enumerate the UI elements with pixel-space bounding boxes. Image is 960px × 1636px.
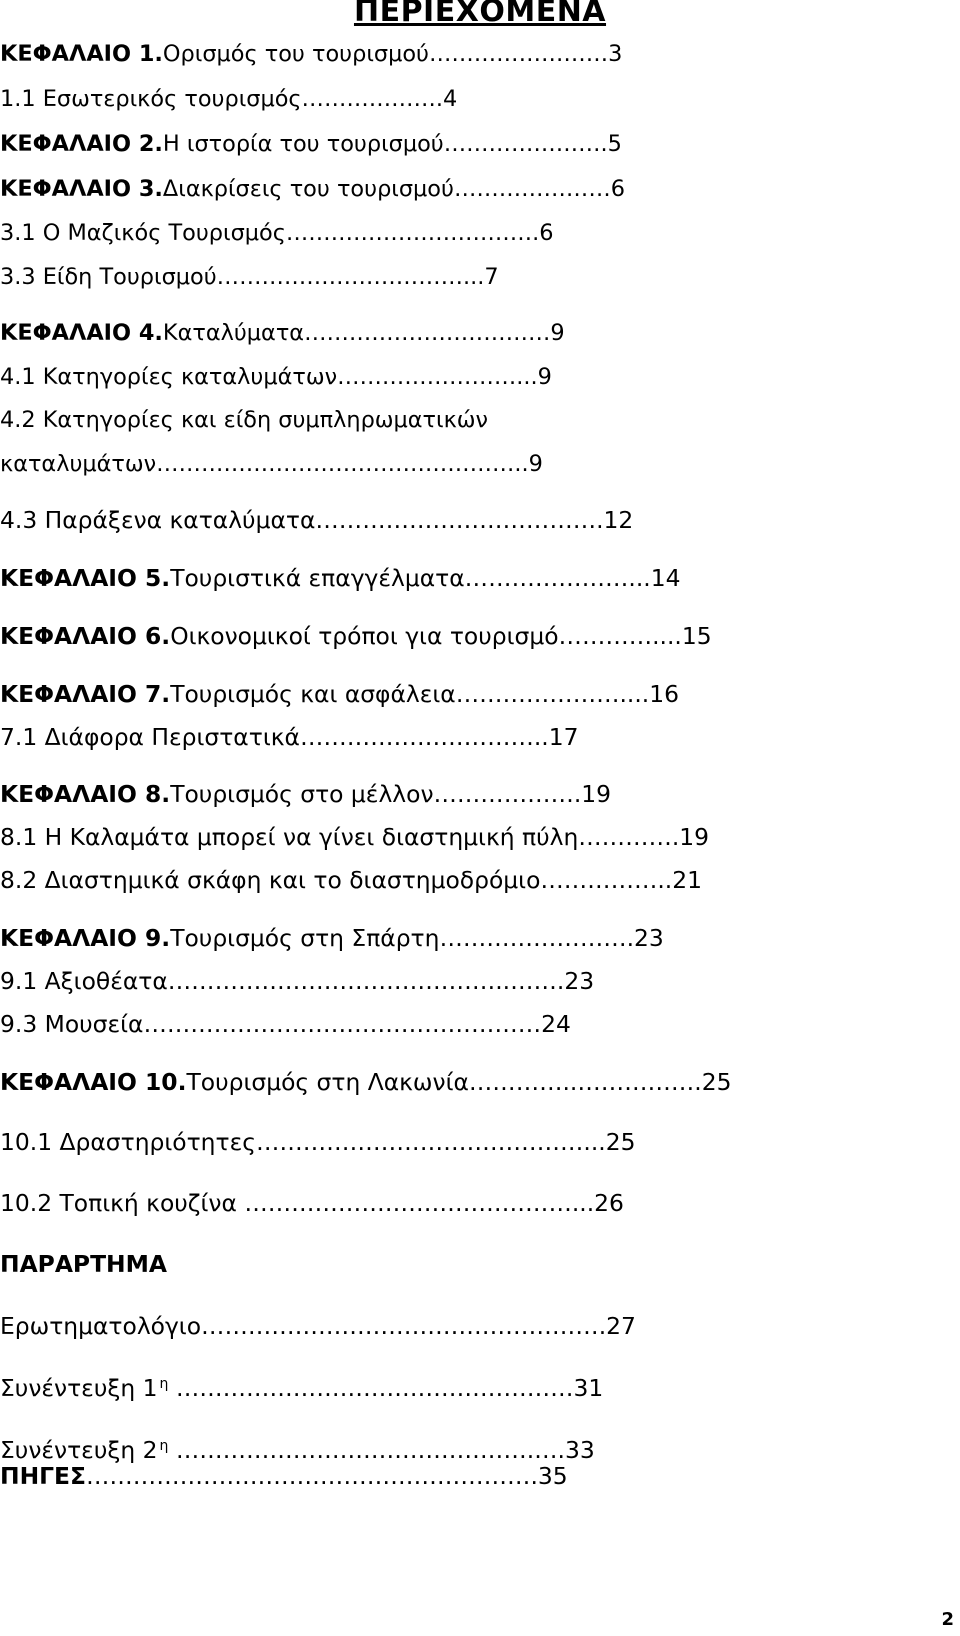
toc-entry[interactable] (0, 679, 679, 709)
toc-entry-title: Τουρισμός στο μέλλον (170, 780, 434, 808)
page-number: 2 (941, 1609, 954, 1630)
toc-page-number: .9 (530, 364, 552, 390)
toc-chapter-label: ΚΕΦΑΛΑΙΟ 5. (0, 564, 171, 592)
toc-entry[interactable] (0, 1009, 571, 1039)
toc-page-number: .19 (671, 823, 710, 851)
toc-page-number: 31 (573, 1374, 604, 1402)
toc-leader: ……………… (433, 780, 574, 808)
toc-superscript: η (159, 1438, 169, 1454)
toc-entry[interactable] (0, 84, 457, 114)
toc-entry-title: Τουρισμός στη Σπάρτη (170, 924, 440, 952)
toc-entry[interactable] (0, 779, 611, 809)
toc-entry-title: Διακρίσεις του τουρισμού (162, 176, 454, 202)
toc-leader: ……………………………. (285, 220, 540, 246)
toc-chapter-label: ΚΕΦΑΛΑΙΟ 2. (0, 131, 163, 157)
toc-leader: …………………….. (337, 364, 531, 390)
toc-leader: …………………………………….. (244, 1189, 587, 1217)
toc-entry-title: 10.1 Δραστηριότητες (0, 1128, 256, 1156)
toc-entry[interactable] (0, 362, 552, 392)
toc-page-number: .23 (556, 967, 595, 995)
toc-page-number: .23 (626, 924, 664, 952)
toc-entry[interactable] (0, 822, 709, 852)
toc-page-number: 6 (539, 220, 554, 246)
toc-entry-title: 3.1 Ο Μαζικός Τουρισμός (0, 220, 286, 246)
page-title: ΠΕΡΙΕΧΟΜΕΝΑ (353, 0, 607, 29)
toc-leader: ………….. (558, 622, 667, 650)
toc-entry[interactable] (0, 1311, 636, 1341)
toc-entry-title: 7.1 Διάφορα Περιστατικά (0, 723, 300, 751)
toc-entry-title: Ορισμός του τουρισμού (162, 41, 429, 67)
toc-page-number: .25 (694, 1068, 732, 1096)
toc-entry[interactable] (0, 405, 488, 435)
toc-entry[interactable] (0, 923, 664, 953)
toc-leader: ………………. (301, 86, 444, 112)
toc-leader: …………………………………………… (168, 1374, 574, 1402)
toc-page-number: .14 (643, 564, 681, 592)
toc-page-number: .25 (598, 1128, 636, 1156)
toc-page-number: 4 (443, 86, 458, 112)
toc-leader: …………………………………………… (201, 1312, 599, 1340)
toc-page-number: .7 (477, 264, 499, 290)
toc-chapter-label: ΚΕΦΑΛΑΙΟ 3. (0, 176, 163, 202)
toc-entry-title: καταλυμάτων (0, 451, 157, 477)
toc-entry-title: 9.3 Μουσεία (0, 1010, 144, 1038)
toc-entry[interactable] (0, 1127, 636, 1157)
toc-entry[interactable] (0, 1461, 568, 1491)
toc-page-number: 3 (608, 41, 623, 67)
toc-page-number: 12 (603, 506, 634, 534)
toc-leader: ……………………………………….… (168, 1436, 558, 1464)
toc-entry-title: 9.1 Αξιοθέατα (0, 967, 168, 995)
toc-leader: ………………….. (464, 564, 644, 592)
toc-entry[interactable] (0, 1188, 624, 1218)
toc-leader: ………………………………. (315, 506, 604, 534)
toc-entry[interactable] (0, 563, 680, 593)
toc-leader: ……………. (540, 866, 665, 894)
toc-entry[interactable] (0, 449, 543, 479)
toc-page-number: .35 (530, 1462, 568, 1490)
toc-entry[interactable] (0, 621, 712, 651)
toc-entry-title: Συνέντευξη 2 (0, 1436, 158, 1464)
toc-leader: …………………… (429, 41, 609, 67)
toc-leader: …………………………….. (216, 264, 478, 290)
toc-entry[interactable] (0, 505, 633, 535)
toc-entry[interactable] (0, 218, 554, 248)
toc-leader: ………………….. (455, 680, 635, 708)
toc-leader: …………..…………… (468, 1068, 695, 1096)
toc-entry-title: Οικονομικοί τρόποι για τουρισμό (170, 622, 559, 650)
toc-chapter-label: ΚΕΦΑΛΑΙΟ 8. (0, 780, 171, 808)
toc-page-number: .26 (586, 1189, 624, 1217)
toc-entry[interactable] (0, 865, 702, 895)
toc-page-number: ..15 (666, 622, 712, 650)
toc-page-number: ..16 (634, 680, 679, 708)
toc-leader: ………… (578, 823, 672, 851)
toc-page-number: .5 (600, 131, 622, 157)
toc-entry-title: Τουρισμός στη Λακωνία (186, 1068, 469, 1096)
toc-entry[interactable] (0, 722, 578, 752)
toc-page-number: .33 (557, 1436, 595, 1464)
toc-leader: …………………… (439, 924, 627, 952)
toc-chapter-label: ΚΕΦΑΛΑΙΟ 4. (0, 320, 163, 346)
toc-leader: …………………………………………… (143, 1010, 542, 1038)
toc-entry[interactable] (0, 262, 499, 292)
toc-page-number: 9 (550, 320, 565, 346)
toc-entry[interactable] (0, 39, 622, 69)
toc-entry-title: Συνέντευξη 1 (0, 1374, 158, 1402)
toc-page-number: .19 (573, 780, 612, 808)
toc-chapter-label: ΚΕΦΑΛΑΙΟ 10. (0, 1068, 187, 1096)
toc-page-number: .21 (664, 866, 702, 894)
toc-chapter-label: ΠΗΓΕΣ (0, 1462, 87, 1490)
toc-leader: …………………………………….. (255, 1128, 599, 1156)
toc-leader: ……………………………………..…… (167, 967, 557, 995)
toc-page-number: ..9 (514, 451, 543, 477)
toc-entry[interactable] (0, 966, 594, 996)
toc-entry[interactable] (0, 174, 625, 204)
toc-chapter-label: ΚΕΦΑΛΑΙΟ 1. (0, 41, 163, 67)
toc-superscript: η (159, 1376, 169, 1392)
toc-entry-title: 10.2 Τοπική κουζίνα (0, 1189, 245, 1217)
toc-page-number: .27 (598, 1312, 636, 1340)
toc-entry-title: Η ιστορία του τουρισμού (162, 131, 444, 157)
toc-entry-title: Ερωτηματολόγιο (0, 1312, 202, 1340)
toc-entry[interactable] (0, 318, 565, 348)
toc-leader: ………………… (443, 131, 601, 157)
toc-leader: ………………………………………………… (86, 1462, 531, 1490)
toc-chapter-label: ΚΕΦΑΛΑΙΟ 6. (0, 622, 171, 650)
toc-entry[interactable] (0, 1249, 167, 1279)
toc-entry-title: 4.3 Παράξενα καταλύματα (0, 506, 316, 534)
toc-page-number: 24 (541, 1010, 571, 1038)
toc-leader: …………………………. (299, 723, 542, 751)
toc-entry-title: 8.1 Η Καλαμάτα μπορεί να γίνει διαστημική πύλη (0, 823, 579, 851)
toc-entry[interactable] (0, 1373, 603, 1403)
toc-leader: ………………… (453, 176, 611, 202)
toc-entry-title: Τουριστικά επαγγέλματα (170, 564, 465, 592)
toc-entry-title: Τουρισμός και ασφάλεια (170, 680, 456, 708)
toc-entry[interactable] (0, 129, 622, 159)
toc-entry-title: 1.1 Εσωτερικός τουρισμός (0, 86, 302, 112)
toc-entry-title: 3.3 Είδη Τουρισμού (0, 264, 217, 290)
toc-entry[interactable] (0, 1067, 732, 1097)
toc-chapter-label: ΚΕΦΑΛΑΙΟ 9. (0, 924, 171, 952)
toc-entry-title: 8.2 Διαστημικά σκάφη και το διαστημοδρόμιο (0, 866, 541, 894)
toc-chapter-label: ΠΑΡΑΡΤΗΜΑ (0, 1250, 167, 1278)
toc-entry-title: 4.2 Κατηγορίες και είδη συμπληρωματικών (0, 407, 489, 433)
toc-leader: ………………………………………… (156, 451, 515, 477)
toc-page-number: 6 (610, 176, 625, 202)
toc-chapter-label: ΚΕΦΑΛΑΙΟ 7. (0, 680, 171, 708)
toc-leader: …………………………… (304, 320, 551, 346)
toc-entry-title: 4.1 Κατηγορίες καταλυμάτων (0, 364, 338, 390)
toc-entry-title: Καταλύματα (162, 320, 305, 346)
toc-page-number: .17 (541, 723, 579, 751)
